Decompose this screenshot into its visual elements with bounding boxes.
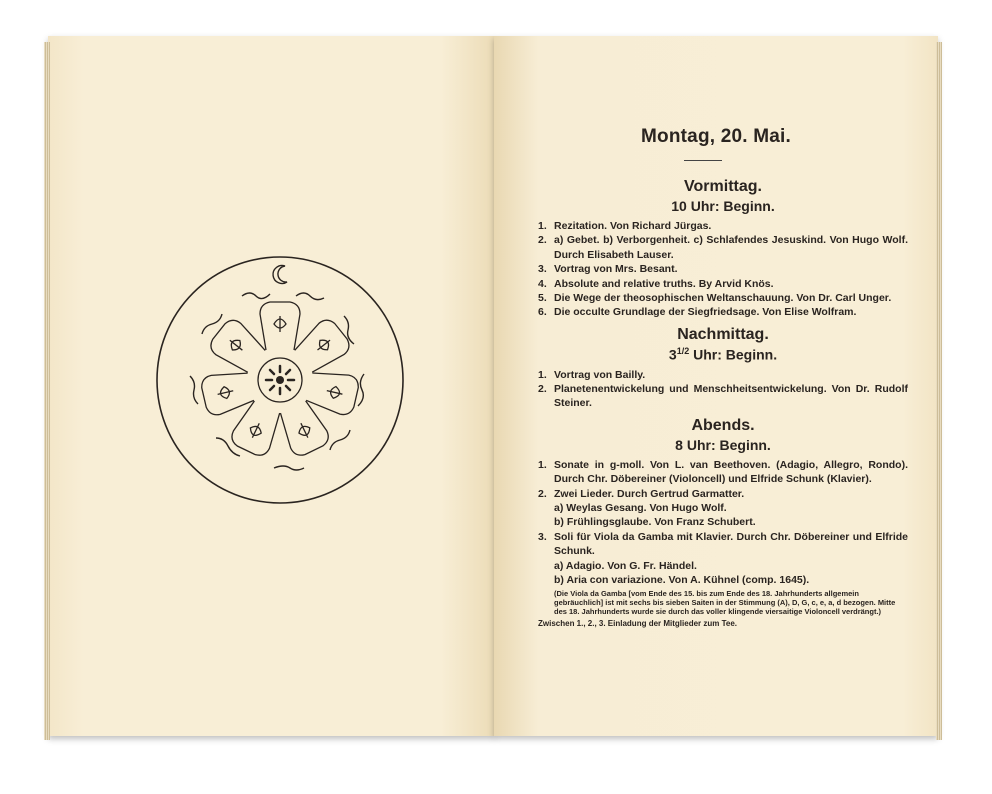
closing-note: Zwischen 1., 2., 3. Einladung der Mitglieder zum Tee. bbox=[538, 619, 738, 629]
item-text: Planetenentwickelung und Menschheitsentwickelung. Von Dr. Rudolf Steiner. bbox=[554, 382, 908, 410]
item-number: 1. bbox=[538, 368, 547, 381]
list-item bbox=[538, 368, 908, 382]
item-text: Die occulte Grundlage der Siegfriedsage. Von Elise Wolfram. bbox=[554, 306, 857, 319]
rose-cross-emblem-icon bbox=[154, 254, 406, 506]
item-text: Sonate in g-moll. Von L. van Beethoven. (Adagio, Allegro, Rondo). Durch Chr. Döbereiner (Violoncell) und Elfride Schunk (Klavier). bbox=[554, 458, 908, 486]
time-fraction: 1/2 bbox=[676, 345, 690, 356]
sub-item: b) Aria con variazione. Von A. Kühnel (comp. 1645). bbox=[554, 573, 810, 586]
program-list bbox=[538, 458, 908, 588]
list-item bbox=[538, 530, 908, 588]
list-item bbox=[538, 219, 908, 233]
item-text: Vortrag von Bailly. bbox=[554, 368, 646, 381]
item-number: 1. bbox=[538, 458, 547, 471]
section-time: 8 Uhr: Beginn. bbox=[675, 436, 771, 453]
sub-item: b) Frühlingsglaube. Von Franz Schubert. bbox=[554, 516, 756, 529]
section-heading: Abends. bbox=[691, 416, 755, 434]
list-item bbox=[538, 291, 908, 305]
item-text: Absolute and relative truths. By Arvid Knös. bbox=[554, 277, 774, 290]
item-text: Soli für Viola da Gamba mit Klavier. Durch Chr. Döbereiner und Elfride Schunk. bbox=[554, 530, 908, 558]
page-edges bbox=[44, 42, 50, 740]
item-text: Rezitation. Von Richard Jürgas. bbox=[554, 220, 712, 232]
item-number: 3. bbox=[538, 530, 547, 543]
left-page bbox=[48, 36, 495, 736]
section-time bbox=[538, 346, 908, 363]
list-item bbox=[538, 458, 908, 487]
section-time: 10 Uhr: Beginn. bbox=[671, 198, 775, 214]
item-number: 2. bbox=[538, 234, 547, 247]
item-text: Zwei Lieder. Durch Gertrud Garmatter. bbox=[554, 487, 745, 500]
list-item bbox=[538, 233, 908, 262]
list-item bbox=[538, 382, 908, 411]
program-list bbox=[538, 219, 908, 320]
list-item bbox=[538, 262, 908, 276]
page-title: Montag, 20. Mai. bbox=[641, 126, 791, 147]
item-text: Vortrag von Mrs. Besant. bbox=[554, 263, 678, 276]
list-item bbox=[538, 305, 908, 319]
item-number: 3. bbox=[538, 263, 547, 276]
item-number: 6. bbox=[538, 306, 547, 319]
section-heading: Nachmittag. bbox=[677, 325, 769, 343]
sub-item: a) Weylas Gesang. Von Hugo Wolf. bbox=[554, 501, 727, 514]
item-text: Die Wege der theosophischen Weltanschauung. Von Dr. Carl Unger. bbox=[554, 292, 892, 305]
open-booklet bbox=[48, 36, 938, 744]
list-item bbox=[538, 277, 908, 291]
title-divider bbox=[684, 160, 722, 161]
item-number: 4. bbox=[538, 277, 547, 290]
right-page bbox=[494, 36, 938, 736]
time-hour: 3 bbox=[668, 346, 677, 363]
item-number: 2. bbox=[538, 382, 547, 395]
time-rest: Uhr: Beginn. bbox=[689, 346, 778, 363]
section-heading: Vormittag. bbox=[684, 178, 762, 195]
item-text: a) Gebet. b) Verborgenheit. c) Schlafendes Jesuskind. Von Hugo Wolf. Durch Elisabeth Lauser. bbox=[554, 234, 908, 261]
program-content bbox=[538, 172, 908, 628]
list-item bbox=[538, 487, 908, 530]
program-list bbox=[538, 368, 908, 411]
item-number: 2. bbox=[538, 487, 547, 500]
item-number: 5. bbox=[538, 292, 547, 305]
footnote: (Die Viola da Gamba [vom Ende des 15. bis zum Ende des 18. Jahrhunderts allgemein gebräuchlich] ist mit sechs bis sieben Saiten in der Stimmung (A), D, G, c, e, a, d bezogen. Mitte des 18. Jahrhunderts wurde sie durch das voller klingende viersaitige Violoncell verdrängt.) bbox=[554, 589, 896, 617]
item-number: 1. bbox=[538, 220, 547, 232]
sub-item: a) Adagio. Von G. Fr. Händel. bbox=[554, 559, 697, 572]
